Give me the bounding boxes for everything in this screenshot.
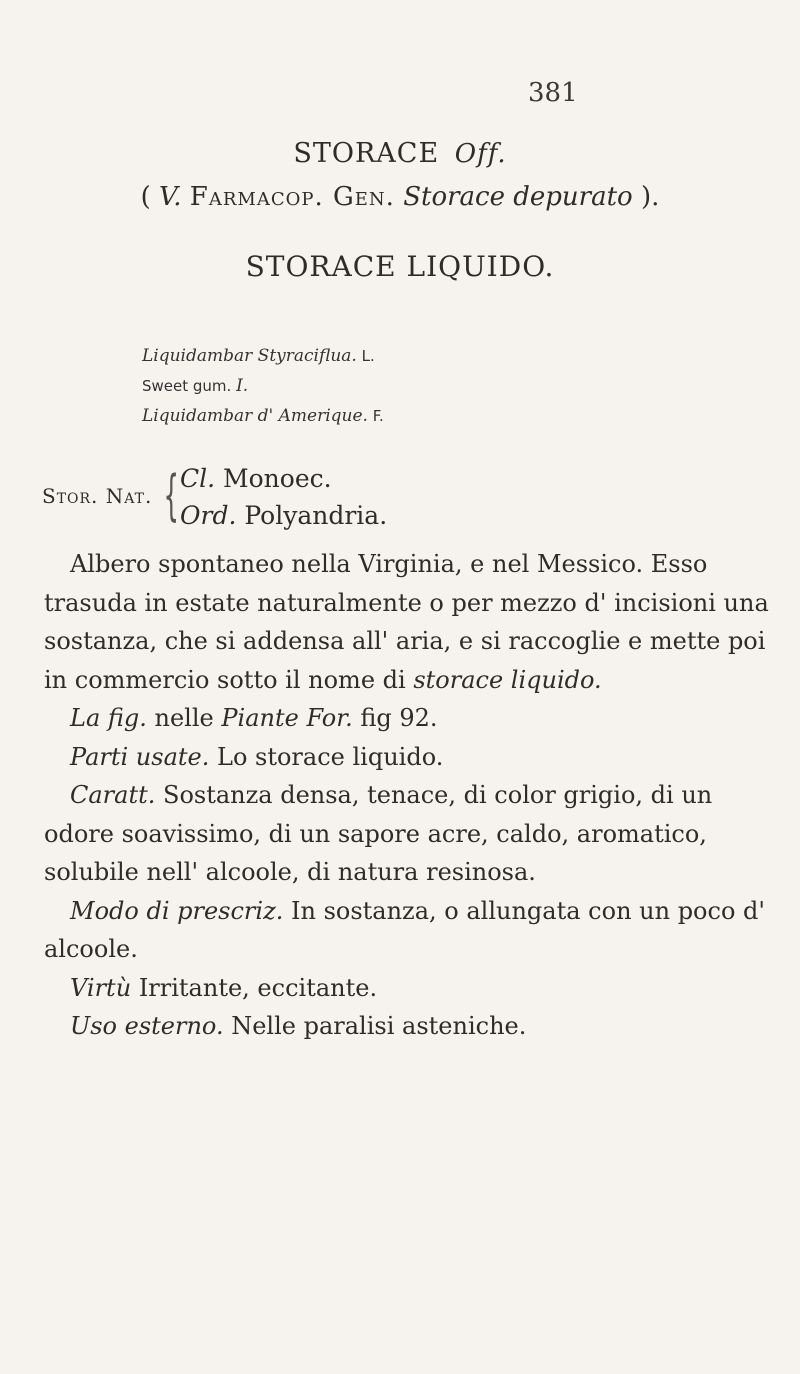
synonym-lang: F.: [372, 407, 384, 425]
entry-label: Piante For.: [221, 704, 353, 732]
subtitle-source: Farmacop. Gen.: [189, 182, 395, 212]
entry-heading-abbr: Off.: [454, 139, 507, 169]
synonym-french: [142, 406, 384, 426]
entry-text: Lo storace liquido.: [217, 742, 444, 771]
entry-label: Caratt.: [70, 781, 156, 809]
description-text: Albero spontaneo nella Virginia, e nel Messico. Esso trasuda in estate naturalmente o per mezzo d' incisioni una sostanza, che si addensa all' aria, e si raccoglie e mette poi in commercio sotto il nome di: [44, 550, 769, 694]
description-italic: storace liquido.: [413, 665, 602, 694]
brace-glyph: {: [163, 464, 179, 527]
entry-text: Nelle paralisi asteniche.: [231, 1012, 527, 1040]
entry-body: [44, 545, 772, 1046]
entry-label: Parti usate.: [70, 742, 210, 771]
subtitle-name: Storace depurato: [403, 182, 633, 212]
entry-text: Sostanza densa, tenace, di color grigio, di un odore soavissimo, di un sapore acre, caldo, aromatico, solubile nell' alcoole, di natura resinosa.: [44, 781, 713, 886]
synonym-name: Liquidambar d' Amerique.: [142, 406, 368, 426]
description-paragraph: [44, 545, 772, 699]
entry-heading: [0, 138, 800, 169]
synonym-lang: I.: [236, 376, 249, 396]
entry-prescription: [44, 892, 772, 969]
synonym-lang: L.: [361, 347, 375, 365]
classification-class: [180, 464, 332, 493]
entry-label: Uso esterno.: [70, 1012, 224, 1040]
entry-text: nelle: [154, 704, 214, 732]
entry-text: Irritante, eccitante.: [138, 973, 378, 1002]
class-label: Cl.: [180, 464, 216, 493]
synonym-latin: [142, 346, 375, 366]
entry-external-use: [44, 1007, 772, 1046]
main-title: STORACE LIQUIDO.: [245, 250, 555, 283]
subtitle-ref: V.: [159, 182, 182, 212]
classification-order: [180, 501, 387, 530]
page-number: 381: [528, 78, 578, 108]
class-value: Monoec.: [223, 464, 332, 493]
classification-label: Stor. Nat.: [42, 484, 153, 508]
entry-text: In sostanza, o allungata con un poco d' alcoole.: [44, 896, 765, 963]
entry-characteristics: [44, 776, 772, 892]
order-value: Polyandria.: [244, 501, 388, 530]
entry-label: La fig.: [70, 704, 147, 732]
entry-heading-title: STORACE: [293, 138, 440, 169]
synonym-name: Sweet gum.: [142, 377, 232, 395]
synonym-name: Liquidambar Styraciflua.: [142, 346, 357, 366]
entry-label: Modo di prescriz.: [70, 896, 284, 925]
entry-text: fig 92.: [360, 704, 438, 732]
order-label: Ord.: [180, 501, 237, 530]
subtitle-open: (: [140, 182, 151, 212]
subtitle-close: ).: [640, 182, 660, 212]
entry-parts-used: [44, 738, 772, 777]
entry-figure: [44, 699, 772, 738]
synonym-english: [142, 376, 248, 396]
entry-label: Virtù: [70, 973, 132, 1002]
entry-virtue: [44, 969, 772, 1008]
entry-subtitle: [0, 182, 800, 212]
